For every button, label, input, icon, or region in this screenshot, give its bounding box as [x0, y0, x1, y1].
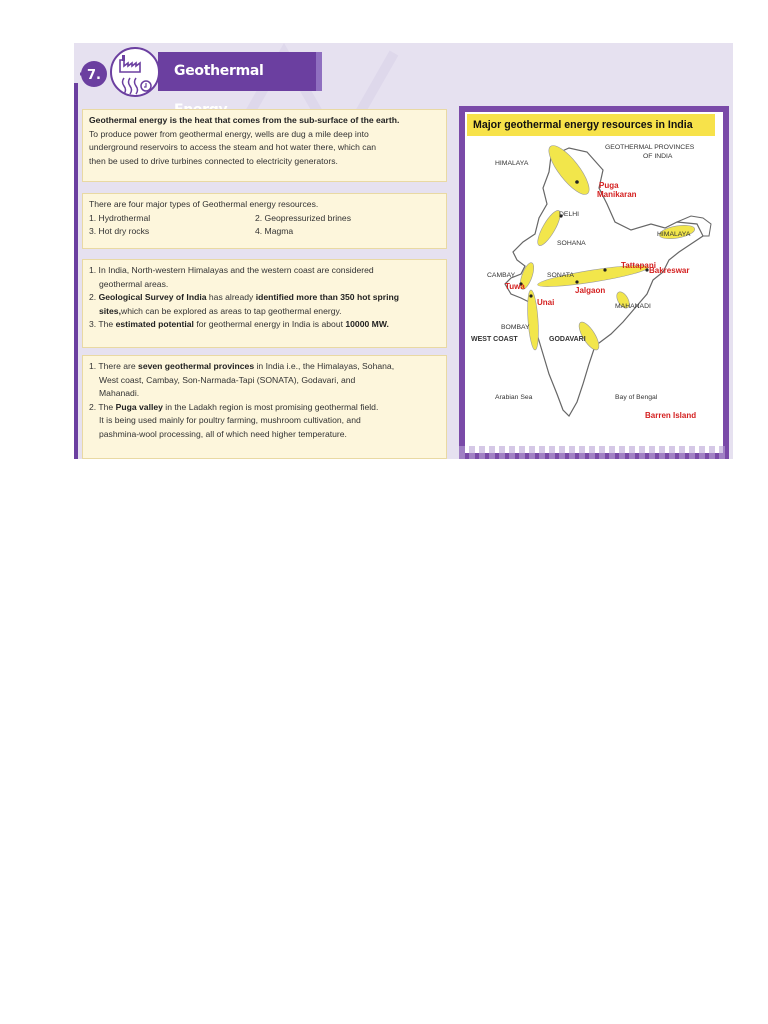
india-facts-box — [82, 259, 447, 348]
fact-text: 2. — [89, 292, 99, 303]
province-line: West coast, Cambay, Son-Narmada-Tapi (SONATA), Godavari, and — [99, 374, 356, 385]
provinces-box — [82, 355, 447, 459]
dashed-border — [459, 446, 729, 459]
province-bold: seven geothermal provinces — [138, 361, 255, 371]
map-label-himalaya-east: HIMALAYA — [657, 231, 691, 238]
map-label-arabian-sea: Arabian Sea — [495, 394, 533, 401]
fact-line: geothermal areas. — [99, 278, 169, 289]
map-label-bay-of-bengal: Bay of Bengal — [615, 394, 658, 401]
fact-bold: 10000 MW. — [345, 319, 389, 330]
province-text: in the Ladakh region is most promising geothermal field. — [162, 401, 379, 412]
types-intro: There are four major types of Geothermal energy resources. — [89, 199, 319, 209]
map-label-west-coast: WEST COAST — [471, 336, 518, 343]
type-item: 2. Geopressurized brines — [255, 212, 352, 223]
definition-box — [82, 109, 447, 182]
site-dot-tattapani — [603, 268, 606, 271]
fact-text: has already — [206, 292, 256, 303]
map-provinces-label: OF INDIA — [643, 153, 673, 160]
fact-text: for geothermal energy in India is about — [193, 319, 346, 330]
definition-line: To produce power from geothermal energy, wells are dug a mile deep into — [89, 128, 369, 139]
map-label-delhi: DELHI — [559, 211, 580, 218]
fact-text: which can be explored as areas to tap geothermal energy. — [120, 305, 342, 316]
type-item: 1. Hydrothermal — [89, 212, 151, 223]
fact-line: 1. In India, North-western Himalayas and the western coast are considered — [89, 265, 374, 275]
fact-bold: estimated potential — [115, 319, 194, 330]
type-item: 3. Hot dry rocks — [89, 226, 150, 237]
site-dot-puga — [575, 180, 579, 184]
definition-bold: Geothermal energy is the heat that comes from the sub-surface of the earth. — [89, 115, 400, 125]
map-label-sonata: SONATA — [547, 272, 574, 279]
fact-text: 3. The — [89, 319, 116, 330]
geothermal-plant-icon — [80, 46, 162, 98]
province-text: 2. The — [89, 401, 116, 412]
map-site-puga: Puga — [599, 181, 619, 190]
map-label-sohana: SOHANA — [557, 240, 586, 247]
map-site-bakreswar: Bakreswar — [649, 266, 690, 275]
geothermal-page — [74, 43, 733, 459]
map-label-mahanadi: MAHANADI — [615, 303, 651, 310]
fact-bold: Geological Survey of India — [98, 292, 207, 303]
resource-types-box — [82, 193, 447, 249]
india-map — [465, 112, 723, 453]
section-title: Geothermal — [158, 52, 316, 91]
map-label-bombay: BOMBAY — [501, 324, 530, 331]
map-site-tattapani: Tattapani — [621, 261, 656, 270]
map-label-himalaya: HIMALAYA — [495, 160, 529, 167]
province-text: 1. There are — [89, 361, 139, 371]
map-site-jalgaon: Jalgaon — [575, 286, 606, 295]
province-line: Mahanadi. — [99, 388, 140, 399]
province-text: in India i.e., the Himalayas, Sohana, — [254, 361, 395, 371]
map-canvas — [465, 112, 723, 453]
fact-bold: identified more than 350 hot spring — [255, 292, 399, 303]
geothermal-map-panel — [459, 106, 729, 459]
site-dot-unai — [529, 294, 532, 297]
definition-line: underground reservoirs to access the steam and hot water there, which can — [89, 142, 377, 153]
definition-line: then be used to drive turbines connected to electricity generators. — [89, 155, 338, 166]
province-bold: Puga valley — [115, 401, 163, 412]
map-label-godavari: GODAVARI — [549, 336, 586, 343]
type-item: 4. Magma — [255, 226, 294, 237]
map-label-cambay: CAMBAY — [487, 272, 516, 279]
map-provinces-label: GEOTHERMAL PROVINCES — [605, 144, 695, 151]
section-number: 7. — [87, 68, 101, 83]
map-site-manikaran: Manikaran — [597, 190, 637, 199]
left-border-stripe — [74, 83, 78, 459]
site-dot-jalgaon — [575, 280, 578, 283]
fact-bold: sites, — [99, 305, 121, 316]
map-site-barren-island: Barren Island — [645, 411, 697, 420]
map-site-unai: Unai — [537, 298, 555, 307]
map-title: Major geothermal energy resources in India — [467, 114, 715, 136]
map-site-tuwa: Tuwa — [505, 282, 525, 291]
province-line: pashmina-wool processing, all of which need higher temperature. — [99, 428, 347, 439]
province-line: It is being used mainly for poultry farming, mushroom cultivation, and — [99, 415, 361, 426]
